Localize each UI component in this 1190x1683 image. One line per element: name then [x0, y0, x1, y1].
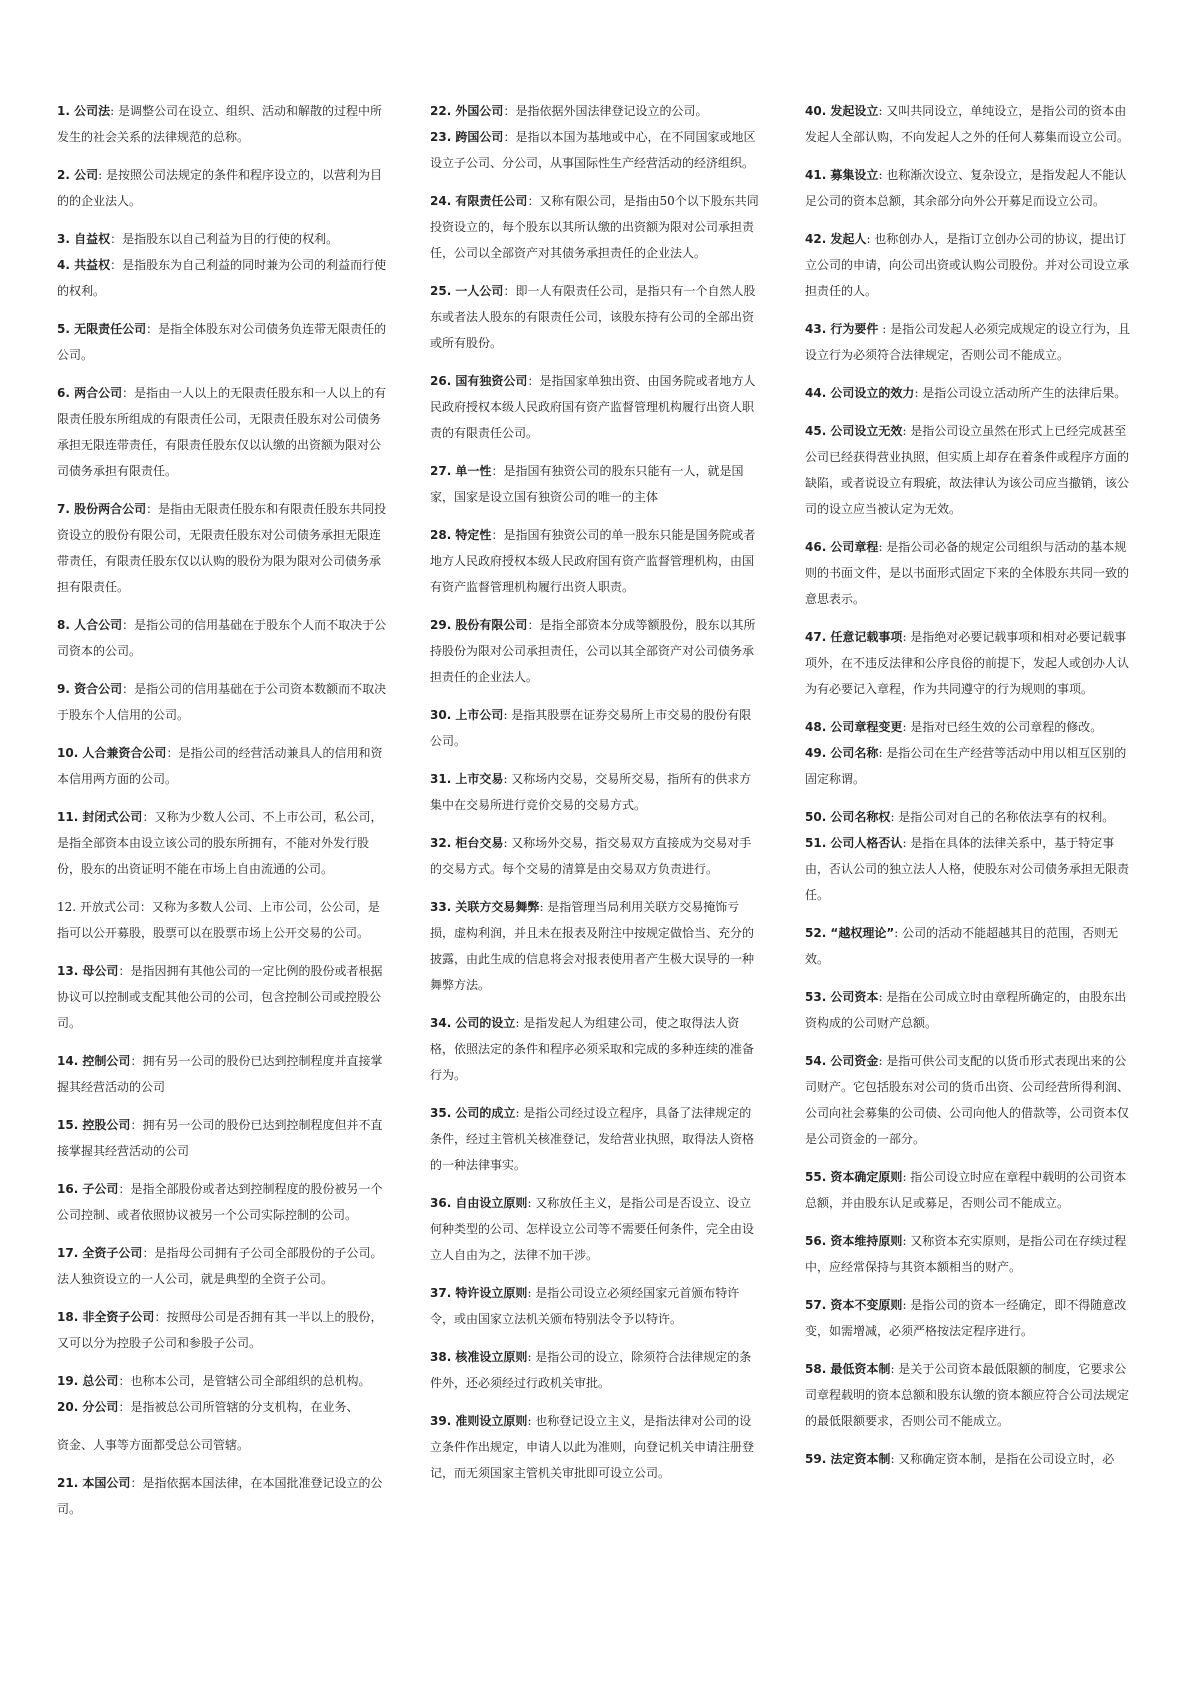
term-label: 48. 公司章程变更 [805, 720, 903, 734]
term-label: 26. 国有独资公司 [430, 374, 528, 388]
term-label: 24. 有限责任公司 [430, 194, 528, 208]
definition-entry [57, 380, 387, 484]
term-label: 38. 核准设立原则 [430, 1350, 528, 1364]
definition-entry [430, 368, 760, 446]
term-label: 37. 特许设立原则 [430, 1286, 528, 1300]
definition-entry [430, 830, 760, 882]
term-definition: ：又称有限公司，是指由50个以下股东共同投资设立的，每个股东以其所认缴的出资额为限对公司承担责任，公司以全部资产对其债务承担责任的企业法人。 [430, 194, 759, 260]
definition-entry [805, 1228, 1135, 1280]
term-definition: ：拥有另一公司的股份已达到控制程度并直接掌握其经营活动的公司 [57, 1054, 383, 1094]
definition-entry [805, 226, 1135, 304]
term-definition: : 是指公司设立必须经国家元首颁布特许令，或由国家立法机关颁布特别法令予以特许。 [430, 1286, 740, 1326]
definition-entry [805, 714, 1135, 740]
definition-entry [430, 458, 760, 510]
term-label: 45. 公司设立无效 [805, 424, 903, 438]
definition-entry [430, 766, 760, 818]
term-label: 34. 公司的设立 [430, 1016, 516, 1030]
term-label: 52. “越权理论” [805, 926, 895, 940]
definition-entry [430, 188, 760, 266]
term-label: 6. 两合公司 [57, 386, 123, 400]
term-label: 7. 股份两合公司 [57, 502, 147, 516]
definition-entry [805, 380, 1135, 406]
term-label: 10. 人合兼资合公司 [57, 746, 167, 760]
term-label: 32. 柜台交易 [430, 836, 504, 850]
term-definition: ：即一人有限责任公司，是指只有一个自然人股东或者法人股东的有限责任公司，该股东持有公司的全部出资或所有股份。 [430, 284, 756, 350]
term-label: 59. 法定资本制 [805, 1452, 891, 1466]
term-label: 18. 非全资子公司 [57, 1310, 155, 1324]
term-label: 29. 股份有限公司 [430, 618, 528, 632]
term-definition: : 是指发起人为组建公司，使之取得法人资格，依照法定的条件和程序必须采取和完成的多种连续的准备行为。 [430, 1016, 755, 1082]
term-label: 19. 总公司 [57, 1374, 119, 1388]
term-definition: ：是指公司的信用基础在于公司资本数额而不取决于股东个人信用的公司。 [57, 682, 387, 722]
term-definition: ：按照母公司是否拥有其一半以上的股份，又可以分为控股子公司和参股子公司。 [57, 1310, 383, 1350]
term-label: 54. 公司资金 [805, 1054, 879, 1068]
term-definition: : 是指在公司成立时由章程所确定的，由股东出资构成的公司财产总额。 [805, 990, 1127, 1030]
term-label: 25. 一人公司 [430, 284, 504, 298]
term-label: 55. 资本确定原则 [805, 1170, 903, 1184]
term-label: 30. 上市公司 [430, 708, 504, 722]
definition-entry [805, 1446, 1135, 1472]
term-definition: : 也称登记设立主义，是指法律对公司的设立条件作出规定，申请人以此为准则，向登记机关申请注册登记，而无须国家主管机关审批即可设立公司。 [430, 1414, 755, 1480]
term-definition: : 又叫共同设立，单纯设立，是指公司的资本由发起人全部认购，不向发起人之外的任何人募集而设立公司。 [805, 104, 1130, 144]
term-definition: : 是关于公司资本最低限额的制度，它要求公司章程载明的资本总额和股东认缴的资本额应符合公司法规定的最低限额要求，否则公司不能成立。 [805, 1362, 1130, 1428]
term-definition: ：是指公司的经营活动兼具人的信用和资本信用两方面的公司。 [57, 746, 383, 786]
term-label: 17. 全资子公司 [57, 1246, 143, 1260]
term-definition: : 公司的活动不能超越其目的范围，否则无效。 [805, 926, 1119, 966]
term-label: 42. 发起人 [805, 232, 867, 246]
term-definition: : 是指公司对自己的名称依法享有的权利。 [890, 810, 1115, 824]
term-label: 3. 自益权 [57, 232, 111, 246]
term-definition: ：是指国有独资公司的股东只能有一人，就是国家，国家是设立国有独资公司的唯一的主体 [430, 464, 744, 504]
definition-entry [57, 98, 387, 150]
definition-entry [430, 278, 760, 356]
term-label: 51. 公司人格否认 [805, 836, 903, 850]
term-definition: ：是指全部股份或者达到控制程度的股份被另一个公司控制、或者依照协议被另一个公司实际控制的公司。 [57, 1182, 383, 1222]
term-label: 49. 公司名称 [805, 746, 879, 760]
term-label: 28. 特定性 [430, 528, 492, 542]
term-label: 56. 资本维持原则 [805, 1234, 903, 1248]
definition-entry [57, 958, 387, 1036]
definition-entry [57, 226, 387, 252]
definition-entry [57, 1176, 387, 1228]
definition-entry [805, 920, 1135, 972]
term-label: 57. 资本不变原则 [805, 1298, 903, 1312]
definition-entry [430, 1408, 760, 1486]
term-definition: ：是指由一人以上的无限责任股东和一人以上的有限责任股东所组成的有限责任公司，无限责任股东对公司债务承担无限连带责任，有限责任股东仅以认缴的出资额为限对公司债务承担有限责任。 [57, 386, 387, 478]
term-definition: : 又称场内交易，交易所交易，指所有的供求方集中在交易所进行竞价交易的交易方式。 [430, 772, 752, 812]
term-definition: ：拥有另一公司的股份已达到控制程度但并不直接掌握其经营活动的公司 [57, 1118, 383, 1158]
term-definition: : 是指在具体的法律关系中，基于特定事由，否认公司的独立法人人格，使股东对公司债务承担无限责任。 [805, 836, 1130, 902]
term-label: 53. 公司资本 [805, 990, 879, 1004]
term-definition: : 也称创办人，是指订立创办公司的协议，提出订立公司的申请，向公司出资或认购公司股份。并对公司设立承担责任的人。 [805, 232, 1130, 298]
definition-entry [430, 522, 760, 600]
definition-entry [430, 124, 760, 176]
term-label: 21. 本国公司 [57, 1476, 131, 1490]
term-label: 58. 最低资本制 [805, 1362, 891, 1376]
term-label: 14. 控制公司 [57, 1054, 131, 1068]
term-label: 36. 自由设立原则 [430, 1196, 528, 1210]
term-definition: : 是调整公司在设立、组织、活动和解散的过程中所发生的社会关系的法律规范的总称。 [57, 104, 382, 144]
term-definition: : 是指公司设立虽然在形式上已经完成甚至公司已经获得营业执照，但实质上却存在着条件或程序方面的缺陷，或者说设立有瑕疵，故法律认为该公司应当撤销，该公司的设立应当被认定为无效。 [805, 424, 1130, 516]
term-definition: : 又称场外交易，指交易双方直接成为交易对手的交易方式。每个交易的清算是由交易双方负责进行。 [430, 836, 752, 876]
term-label: 4. 共益权 [57, 258, 111, 272]
definition-entry [57, 252, 387, 304]
definition-entry [57, 612, 387, 664]
definition-entry [430, 1010, 760, 1088]
definition-entry [57, 496, 387, 600]
term-label: 40. 发起设立 [805, 104, 879, 118]
term-label: 16. 子公司 [57, 1182, 119, 1196]
definition-entry [57, 1368, 387, 1394]
term-label: 43. 行为要件 [805, 322, 879, 336]
term-definition: : 是指其股票在证券交易所上市交易的股份有限公司。 [430, 708, 752, 748]
term-definition: : 是指公司发起人必须完成规定的设立行为，且设立行为必须符合法律规定，否则公司不能成立。 [805, 322, 1131, 362]
definition-entry [57, 1112, 387, 1164]
term-definition: ：是指因拥有其他公司的一定比例的股份或者根据协议可以控制或支配其他公司的公司，包含控制公司或控股公司。 [57, 964, 383, 1030]
term-label: 15. 控股公司 [57, 1118, 131, 1132]
definition-entry [805, 1292, 1135, 1344]
term-definition: ：是指公司的信用基础在于股东个人而不取决于公司资本的公司。 [57, 618, 387, 658]
term-label: 11. 封闭式公司 [57, 810, 143, 824]
term-definition: : 是指公司在生产经营等活动中用以相互区别的固定称谓。 [805, 746, 1127, 786]
term-label: 8. 人合公司 [57, 618, 123, 632]
definition-entry [57, 676, 387, 728]
definition-entry [805, 316, 1135, 368]
term-definition: : 又称资本充实原则，是指公司在存续过程中，应经常保持与其资本额相当的财产。 [805, 1234, 1127, 1274]
term-definition: : 是指管理当局利用关联方交易掩饰亏损，虚构利润，并且未在报表及附注中按规定做恰当、充分的披露，由此生成的信息将会对报表使用者产生极大误导的一种舞弊方法。 [430, 900, 755, 992]
term-label: 22. 外国公司 [430, 104, 504, 118]
term-definition: ：是指依据外国法律登记设立的公司。 [503, 104, 708, 118]
column-middle [430, 98, 760, 1498]
term-definition: ：是指母公司拥有子公司全部股份的子公司。法人独资设立的一人公司，就是典型的全资子公司。 [57, 1246, 383, 1286]
definition-entry [57, 1240, 387, 1292]
term-definition: ：是指由无限责任股东和有限责任股东共同投资设立的股份有限公司，无限责任股东对公司债务承担无限连带责任，有限责任股东仅以认购的股份为限为限对公司债务承担有限责任。 [57, 502, 387, 594]
term-label: 33. 关联方交易舞弊 [430, 900, 540, 914]
definition-entry [805, 804, 1135, 830]
definition-entry [57, 1048, 387, 1100]
term-definition: : 是按照公司法规定的条件和程序设立的，以营利为目的的企业法人。 [57, 168, 382, 208]
term-label: 20. 分公司 [57, 1400, 119, 1414]
definition-entry [430, 894, 760, 998]
term-definition: : 是指公司必备的规定公司组织与活动的基本规则的书面文件，是以书面形式固定下来的全体股东共同一致的意思表示。 [805, 540, 1130, 606]
definition-entry [430, 1190, 760, 1268]
definition-entry [430, 612, 760, 690]
term-definition: : 又称确定资本制，是指在公司设立时，必 [890, 1452, 1115, 1466]
term-label: 9. 资合公司 [57, 682, 123, 696]
definition-entry [57, 1394, 387, 1420]
term-definition: 资金、人事等方面都受总公司管辖。 [57, 1438, 250, 1452]
definition-entry [805, 624, 1135, 702]
definition-entry [57, 1432, 387, 1458]
definition-entry [430, 702, 760, 754]
term-label: 27. 单一性 [430, 464, 492, 478]
definition-entry [430, 1344, 760, 1396]
definition-entry [805, 98, 1135, 150]
term-label: 46. 公司章程 [805, 540, 879, 554]
term-label: 2. 公司 [57, 168, 99, 182]
definition-entry [57, 316, 387, 368]
term-label: 31. 上市交易 [430, 772, 504, 786]
term-label: 35. 公司的成立 [430, 1106, 516, 1120]
column-left [57, 98, 387, 1534]
term-definition: ：也称本公司，是管辖公司全部组织的总机构。 [118, 1374, 371, 1388]
term-definition: ：又称为少数人公司、不上市公司，私公司，是指全部资本由设立该公司的股东所拥有，不能对外发行股份，股东的出资证明不能在市场上自由流通的公司。 [57, 810, 383, 876]
term-label: 44. 公司设立的效力 [805, 386, 915, 400]
term-definition: ：是指国有独资公司的单一股东只能是国务院或者地方人民政府授权本级人民政府国有资产监督管理机构，由国有资产监督管理机构履行出资人职责。 [430, 528, 756, 594]
definition-entry [805, 534, 1135, 612]
term-definition: : 是指公司设立活动所产生的法律后果。 [914, 386, 1127, 400]
term-definition: : 是指可供公司支配的以货币形式表现出来的公司财产。它包括股东对公司的货币出资、公司经营所得利润、公司向社会募集的公司债、公司向他人的借款等，公司资本仅是公司资金的一部分。 [805, 1054, 1130, 1146]
term-label: 47. 任意记载事项 [805, 630, 903, 644]
definition-entry [805, 1048, 1135, 1152]
definition-entry [430, 1280, 760, 1332]
definition-entry [805, 1164, 1135, 1216]
term-definition: : 又称放任主义，是指公司是否设立、设立何种类型的公司、怎样设立公司等不需要任何条件，完全由设立人自由为之，法律不加干涉。 [430, 1196, 755, 1262]
term-definition: ：是指全体股东对公司债务负连带无限责任的公司。 [57, 322, 387, 362]
term-definition: ：是指股东以自己利益为目的行使的权利。 [110, 232, 339, 246]
term-definition: : 是指对已经生效的公司章程的修改。 [902, 720, 1103, 734]
definition-entry [57, 1470, 387, 1522]
definition-entry [805, 984, 1135, 1036]
term-label: 23. 跨国公司 [430, 130, 504, 144]
term-definition: : 是指公司的设立，除须符合法律规定的条件外，还必须经过行政机关审批。 [430, 1350, 752, 1390]
term-label: 5. 无限责任公司 [57, 322, 147, 336]
definition-entry [805, 830, 1135, 908]
definition-entry [805, 162, 1135, 214]
term-label: 41. 募集设立 [805, 168, 879, 182]
definition-entry [57, 1304, 387, 1356]
term-definition: ：是指依据本国法律，在本国批准登记设立的公司。 [57, 1476, 383, 1516]
term-definition: ：是指股东为自己利益的同时兼为公司的利益而行使的权利。 [57, 258, 387, 298]
definition-entry [805, 418, 1135, 522]
definition-entry [430, 1100, 760, 1178]
definition-entry [57, 894, 387, 946]
term-definition: ：是指全部资本分成等额股份，股东以其所持股份为限对公司承担责任，公司以其全部资产对公司债务承担责任的企业法人。 [430, 618, 756, 684]
term-label: 1. 公司法 [57, 104, 111, 118]
definition-entry [430, 98, 760, 124]
term-definition: : 是指公司的资本一经确定，即不得随意改变，如需增减，必须严格按法定程序进行。 [805, 1298, 1127, 1338]
column-right [805, 98, 1135, 1484]
term-definition: ：是指被总公司所管辖的分支机构，在业务、 [118, 1400, 359, 1414]
term-label: 50. 公司名称权 [805, 810, 891, 824]
definition-entry [57, 162, 387, 214]
term-definition: : 也称渐次设立、复杂设立，是指发起人不能认足公司的资本总额，其余部分向外公开募足而设立公司。 [805, 168, 1127, 208]
definition-entry [805, 740, 1135, 792]
term-definition: : 是指绝对必要记载事项和相对必要记载事项外，在不违反法律和公序良俗的前提下，发起人或创办人认为有必要记入章程，作为共同遵守的行为规则的事项。 [805, 630, 1130, 696]
term-definition: ：是指国家单独出资、由国务院或者地方人民政府授权本级人民政府国有资产监督管理机构履行出资人职责的有限责任公司。 [430, 374, 756, 440]
definition-entry [57, 804, 387, 882]
definition-entry [805, 1356, 1135, 1434]
term-definition: ：是指以本国为基地或中心，在不同国家或地区设立子公司、分公司，从事国际性生产经营活动的经济组织。 [430, 130, 756, 170]
term-definition: 12. 开放式公司：又称为多数人公司、上市公司，公公司，是指可以公开募股，股票可以在股票市场上公开交易的公司。 [57, 900, 380, 940]
term-label: 13. 母公司 [57, 964, 119, 978]
definition-entry [57, 740, 387, 792]
term-label: 39. 准则设立原则 [430, 1414, 528, 1428]
term-definition: : 指公司设立时应在章程中载明的公司资本总额，并由股东认足或募足，否则公司不能成立。 [805, 1170, 1127, 1210]
term-definition: : 是指公司经过设立程序，具备了法律规定的条件，经过主管机关核准登记，发给营业执照，取得法人资格的一种法律事实。 [430, 1106, 755, 1172]
